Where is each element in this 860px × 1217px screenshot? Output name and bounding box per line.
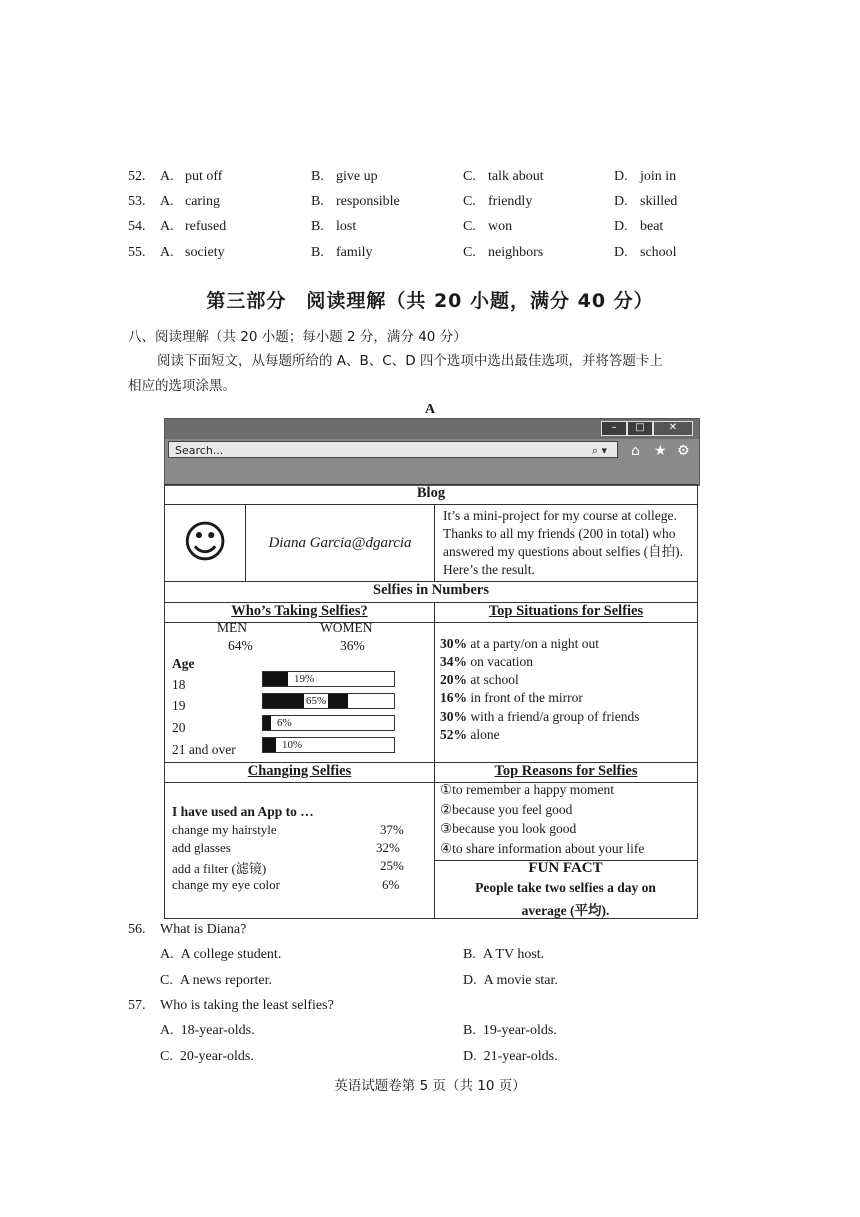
age-label: Age bbox=[172, 656, 195, 671]
search-input[interactable] bbox=[168, 441, 618, 458]
question-number: 56. bbox=[128, 922, 146, 937]
option-text: won bbox=[488, 219, 513, 234]
app-item-percent: 6% bbox=[382, 877, 400, 892]
situation-item: 16% in front of the mirror bbox=[440, 690, 583, 705]
option-letter: D. bbox=[614, 245, 628, 260]
app-item-percent: 25% bbox=[380, 858, 404, 873]
passage-letter: A bbox=[424, 402, 436, 417]
option-letter: A. bbox=[160, 194, 174, 209]
close-button[interactable]: ✕ bbox=[653, 421, 693, 436]
situation-item: 30% at a party/on a night out bbox=[440, 636, 599, 651]
who-heading: Who’s Taking Selfies? bbox=[165, 603, 435, 623]
app-item-percent: 37% bbox=[380, 822, 404, 837]
option-a: A. A college student. bbox=[160, 947, 282, 962]
situation-item: 34% on vacation bbox=[440, 654, 533, 669]
maximize-button[interactable]: □ bbox=[627, 421, 653, 436]
question-row bbox=[0, 169, 860, 193]
app-item-text: add a filter (滤镜) bbox=[172, 861, 267, 876]
reason-item: ③because you look good bbox=[440, 821, 577, 836]
home-icon[interactable]: ⌂ bbox=[631, 443, 640, 459]
option-text: family bbox=[336, 245, 373, 260]
option-letter: C. bbox=[463, 219, 476, 234]
option-text: school bbox=[640, 245, 677, 260]
option-text: friendly bbox=[488, 194, 533, 209]
option-letter: A. bbox=[160, 169, 174, 184]
app-item-text: change my eye color bbox=[172, 877, 280, 892]
option-text: give up bbox=[336, 169, 378, 184]
question-row bbox=[0, 194, 860, 218]
option-letter: B. bbox=[311, 194, 324, 209]
question-number: 54. bbox=[128, 219, 146, 234]
situation-item: 52% alone bbox=[440, 727, 500, 742]
instruction-line-1: 阅读下面短文，从每题所给的 A、B、C、D 四个选项中选出最佳选项，并将答题卡上 bbox=[157, 353, 663, 369]
author-name: Diana Garcia@dgarcia bbox=[246, 505, 435, 582]
fun-fact-line-2: average (平均). bbox=[521, 903, 610, 918]
question-number: 57. bbox=[128, 998, 146, 1013]
option-letter: B. bbox=[311, 219, 324, 234]
option-letter: B. bbox=[311, 245, 324, 260]
page-footer: 英语试题卷第 5 页（共 10 页） bbox=[334, 1078, 526, 1094]
app-item-percent: 32% bbox=[376, 840, 400, 855]
option-c: C. 20-year-olds. bbox=[160, 1049, 254, 1064]
search-icon[interactable]: ⌕ ▾ bbox=[591, 444, 607, 457]
option-letter: D. bbox=[614, 194, 628, 209]
fun-fact-title: FUN FACT bbox=[528, 860, 603, 876]
age-label-19: 19 bbox=[172, 698, 186, 713]
option-text: neighbors bbox=[488, 245, 544, 260]
option-text: caring bbox=[185, 194, 220, 209]
option-a: A. 18-year-olds. bbox=[160, 1023, 255, 1038]
option-d: D. A movie star. bbox=[463, 973, 558, 988]
option-d: D. 21-year-olds. bbox=[463, 1049, 558, 1064]
option-letter: A. bbox=[160, 219, 174, 234]
option-letter: D. bbox=[614, 169, 628, 184]
search-placeholder: Search... bbox=[175, 444, 224, 457]
smiley-icon: ☺ bbox=[182, 517, 228, 568]
reason-item: ②because you feel good bbox=[440, 802, 573, 817]
situation-item: 30% with a friend/a group of friends bbox=[440, 709, 640, 724]
age-bar-fill bbox=[263, 716, 271, 730]
question-number: 53. bbox=[128, 194, 146, 209]
age-bar-label: 10% bbox=[282, 739, 303, 751]
age-bar bbox=[262, 737, 395, 753]
option-text: responsible bbox=[336, 194, 400, 209]
fun-fact-line-1: People take two selfies a day on bbox=[475, 880, 656, 895]
age-label-18: 18 bbox=[172, 677, 186, 692]
option-c: C. A news reporter. bbox=[160, 973, 272, 988]
intro-text: It’s a mini-project for my course at college. Thanks to all my friends (200 in total) who answered my questions about selfies (自拍). Here’s the result. bbox=[435, 505, 698, 582]
question-stem: What is Diana? bbox=[160, 922, 247, 937]
option-letter: C. bbox=[463, 169, 476, 184]
age-bar-fill bbox=[263, 672, 288, 686]
age-bar bbox=[262, 671, 395, 687]
age-bar bbox=[262, 715, 395, 731]
avatar bbox=[165, 505, 246, 582]
option-text: put off bbox=[185, 169, 223, 184]
men-percent: 64% bbox=[228, 638, 253, 653]
instruction-line-2: 相应的选项涂黑。 bbox=[128, 378, 236, 394]
option-b: B. A TV host. bbox=[463, 947, 545, 962]
age-bar-fill bbox=[263, 738, 276, 752]
women-percent: 36% bbox=[340, 638, 365, 653]
changing-heading: Changing Selfies bbox=[165, 763, 435, 783]
question-number: 55. bbox=[128, 245, 146, 260]
option-letter: C. bbox=[463, 245, 476, 260]
numbers-heading: Selfies in Numbers bbox=[165, 582, 698, 603]
star-icon[interactable]: ★ bbox=[654, 443, 667, 459]
women-label: WOMEN bbox=[320, 620, 373, 635]
option-b: B. 19-year-olds. bbox=[463, 1023, 557, 1038]
option-text: talk about bbox=[488, 169, 544, 184]
situation-item: 20% at school bbox=[440, 672, 519, 687]
blog-heading: Blog bbox=[165, 485, 698, 505]
situations-heading: Top Situations for Selfies bbox=[435, 603, 698, 623]
gear-icon[interactable]: ⚙ bbox=[677, 443, 690, 459]
men-label: MEN bbox=[217, 620, 247, 635]
age-label-21-and-over: 21 and over bbox=[172, 742, 236, 757]
option-text: society bbox=[185, 245, 225, 260]
part-heading: 八、阅读理解（共 20 小题；每小题 2 分，满分 40 分） bbox=[128, 329, 467, 345]
option-letter: B. bbox=[311, 169, 324, 184]
age-bar bbox=[262, 693, 395, 709]
reason-item: ④to share information about your life bbox=[440, 841, 645, 856]
question-row bbox=[0, 245, 860, 269]
option-text: refused bbox=[185, 219, 227, 234]
app-item-text: add glasses bbox=[172, 840, 231, 855]
option-text: skilled bbox=[640, 194, 678, 209]
age-bar-label: 65% bbox=[306, 695, 327, 707]
reason-item: ①to remember a happy moment bbox=[440, 782, 615, 797]
section-title: 第三部分 阅读理解（共 20 小题，满分 40 分） bbox=[206, 290, 654, 312]
app-intro: I have used an App to … bbox=[172, 804, 314, 819]
option-text: join in bbox=[640, 169, 677, 184]
app-item-text: change my hairstyle bbox=[172, 822, 277, 837]
question-stem: Who is taking the least selfies? bbox=[160, 998, 334, 1013]
age-bar-label: 19% bbox=[294, 673, 315, 685]
question-row bbox=[0, 219, 860, 243]
browser-window bbox=[164, 418, 700, 486]
age-label-20: 20 bbox=[172, 720, 186, 735]
option-letter: D. bbox=[614, 219, 628, 234]
age-bar-label: 6% bbox=[277, 717, 292, 729]
option-text: beat bbox=[640, 219, 664, 234]
question-number: 52. bbox=[128, 169, 146, 184]
minimize-button[interactable]: – bbox=[601, 421, 627, 436]
reasons-heading: Top Reasons for Selfies bbox=[435, 763, 698, 783]
option-text: lost bbox=[336, 219, 357, 234]
option-letter: A. bbox=[160, 245, 174, 260]
option-letter: C. bbox=[463, 194, 476, 209]
